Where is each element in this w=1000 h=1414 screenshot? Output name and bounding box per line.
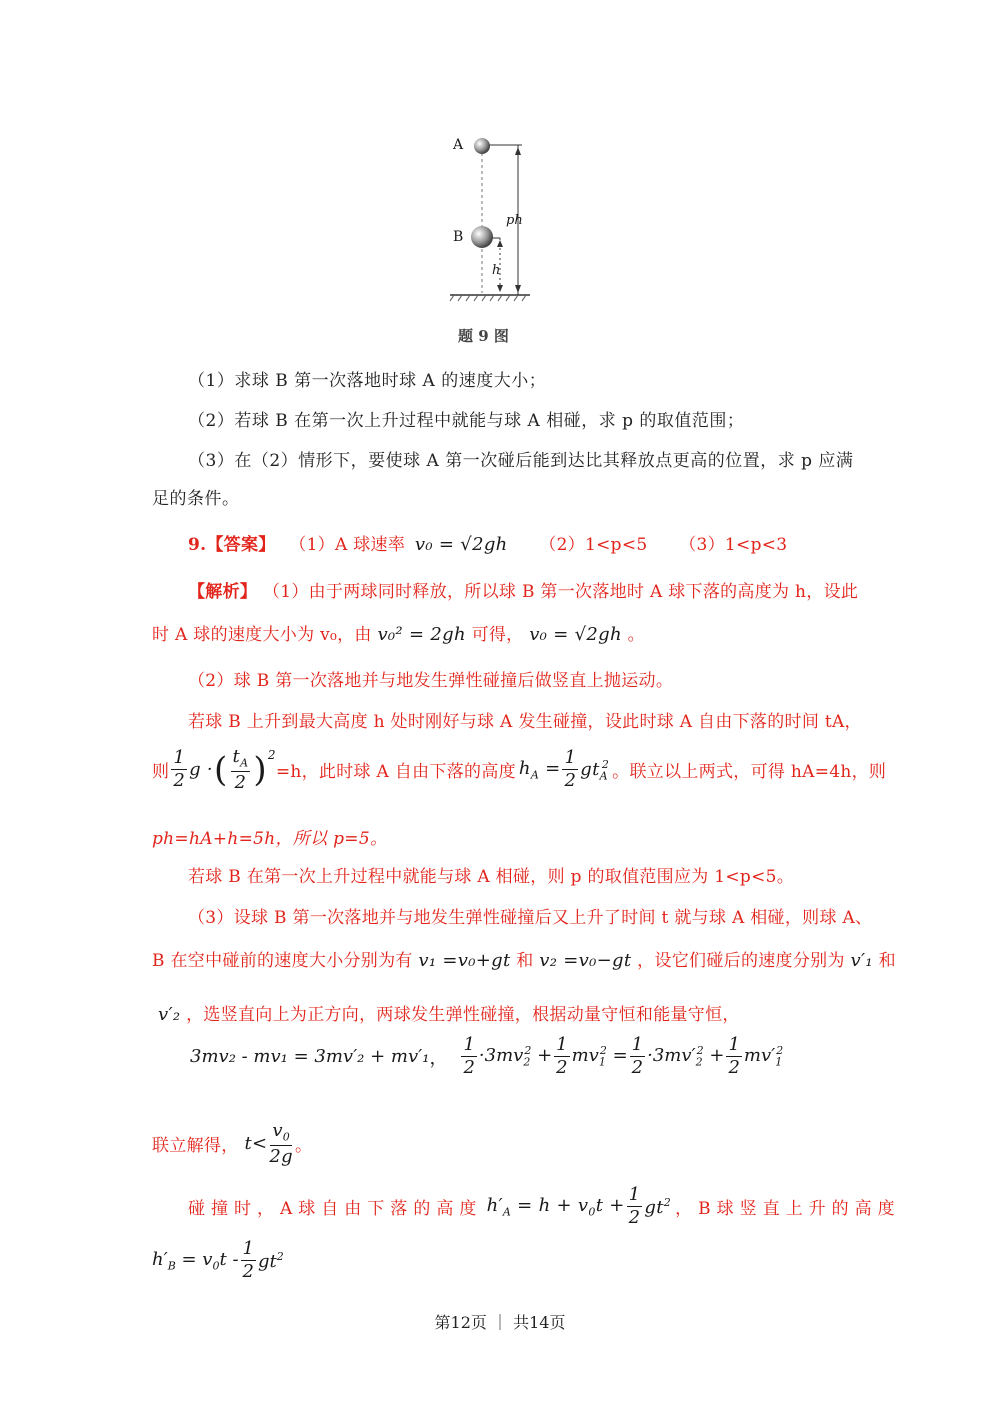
- solve-inequality: t< $v_0$ 2g: [244, 1120, 293, 1167]
- question-2: （2）若球 B 在第一次上升过程中就能与球 A 相碰，求 p 的取值范围；: [188, 411, 745, 431]
- analysis-p2-line-2: 若球 B 上升到最大高度 h 处时刚好与球 A 发生碰撞，设此时球 A 自由下落的时间 tA，: [188, 712, 862, 732]
- figure: [420, 125, 580, 345]
- momentum-equation: 3mv₂ - mv₁ = 3mv′₂ + mv′₁: [190, 1046, 430, 1067]
- label-ph: ph: [506, 213, 523, 228]
- label-a: A: [453, 137, 464, 153]
- page-footer: 第12页 ｜ 共14页: [434, 1313, 566, 1332]
- analysis-p1-text-c: 。: [627, 625, 645, 645]
- equation-half-g-ta: 1 2 g · ( $t_A$ 2 ) $^2$: [173, 746, 276, 793]
- equation-ha: $h_A$ = $\frac{1}{2}$ $gt_A^2$: [518, 747, 610, 792]
- analysis-p1-text-a: 时 A 球的速度大小为 v₀，由: [152, 625, 372, 645]
- hit-line: [188, 1186, 895, 1227]
- equations-row: [190, 1036, 783, 1077]
- equation-separator: ，: [429, 1047, 448, 1069]
- analysis-p2-line-4: ph=hA+h=5h，所以 p=5。: [152, 829, 388, 849]
- answer-3: （3）1<p<3: [679, 535, 788, 555]
- question-3-line-2: 足的条件。: [152, 489, 240, 509]
- analysis-p3-text-b: 和: [516, 951, 534, 971]
- analysis-p2-text-c: 。联立以上两式，可得 hA=4h，则: [612, 762, 887, 783]
- energy-equation: 1 2 $\cdot 3mv_2^2$ + $\frac{1}{2}$ $mv_1^2$ = $\frac{1}{2}$ $\cdot 3mv'_2^2$ + $\frac{1}{2}$ $mv'_1^2$: [463, 1034, 784, 1078]
- analysis-label: 【解析】: [188, 582, 258, 602]
- analysis-p3-line-3: [158, 1000, 740, 1025]
- figure-caption: 题 9 图: [458, 327, 509, 345]
- label-b: B: [453, 229, 464, 245]
- question-3-line-1: （3）在（2）情形下，要使球 A 第一次碰后能到达比其释放点更高的位置，求 p 应满: [188, 451, 854, 471]
- analysis-p1-line-1: [188, 577, 858, 602]
- equation-v0: v₀ = √2gh: [529, 624, 622, 645]
- analysis-p2-line-1: （2）球 B 第一次落地并与地发生弹性碰撞后做竖直上抛运动。: [188, 671, 674, 691]
- equation-v1: v₁ =v₀+gt: [418, 950, 511, 971]
- hit-text-b: ， B 球 竖 直 上 升 的 高 度: [675, 1199, 895, 1219]
- analysis-p2-line-3: [152, 748, 886, 792]
- analysis-p1-line-2: [152, 620, 645, 645]
- analysis-p3-line-1: （3）设球 B 第一次落地并与地发生弹性碰撞后又上升了时间 t 就与球 A 相碰，则球 A、: [188, 908, 873, 928]
- analysis-p2-text-a: 则: [152, 762, 170, 783]
- symbol-v2-prime: v′₂: [158, 1004, 181, 1025]
- answer-2: （2）1<p<5: [539, 535, 648, 555]
- question-1: （1）求球 B 第一次落地时球 A 的速度大小；: [188, 371, 547, 391]
- analysis-p3-text: ，选竖直向上为正方向，两球发生弹性碰撞，根据动量守恒和能量守恒，: [186, 1005, 740, 1025]
- analysis-p2-text-b: =h，此时球 A 自由下落的高度: [275, 762, 516, 783]
- analysis-p3-text-a: B 在空中碰前的速度大小分别为有: [152, 951, 413, 971]
- analysis-p3-line-2: [152, 946, 896, 971]
- hit-text-a: 碰 撞 时 ， A 球 自 由 下 落 的 高 度: [188, 1199, 477, 1219]
- equation-ha-prime: $h'_A = h + v_0t$ + $\frac{1}{2}$ $gt^2$: [486, 1184, 672, 1228]
- equation-hb-prime: $h'_B = v_0t$ - 1 2 $gt^2$: [152, 1238, 284, 1282]
- ball-a: [474, 138, 490, 154]
- equation-v2: v₂ =v₀−gt: [539, 950, 632, 971]
- solve-line: [152, 1122, 312, 1166]
- solve-text: 联立解得，: [152, 1136, 239, 1157]
- solve-end: 。: [295, 1136, 313, 1157]
- analysis-p3-text-c: ，设它们碰后的速度分别为: [637, 951, 845, 971]
- physics-diagram: [420, 125, 580, 315]
- analysis-p1-text-b: 可得，: [471, 625, 524, 645]
- answer-1-text: （1）A 球速率: [289, 535, 406, 555]
- symbol-v1-prime: v′₁: [850, 950, 873, 971]
- label-h: h: [492, 263, 501, 278]
- ball-b: [471, 226, 493, 248]
- analysis-p1-text: （1）由于两球同时释放，所以球 B 第一次落地时 A 球下落的高度为 h，设此: [262, 582, 859, 602]
- answer-1-math: v₀ = √2gh: [414, 534, 508, 555]
- answer-prefix: 9.【答案】: [188, 535, 276, 555]
- answer-line: [188, 530, 787, 555]
- equation-v0-squared: v₀² = 2gh: [377, 624, 466, 645]
- analysis-p2-line-5: 若球 B 在第一次上升过程中就能与球 A 相碰，则 p 的取值范围应为 1<p<5。: [188, 867, 795, 887]
- analysis-p3-text-d: 和: [878, 951, 896, 971]
